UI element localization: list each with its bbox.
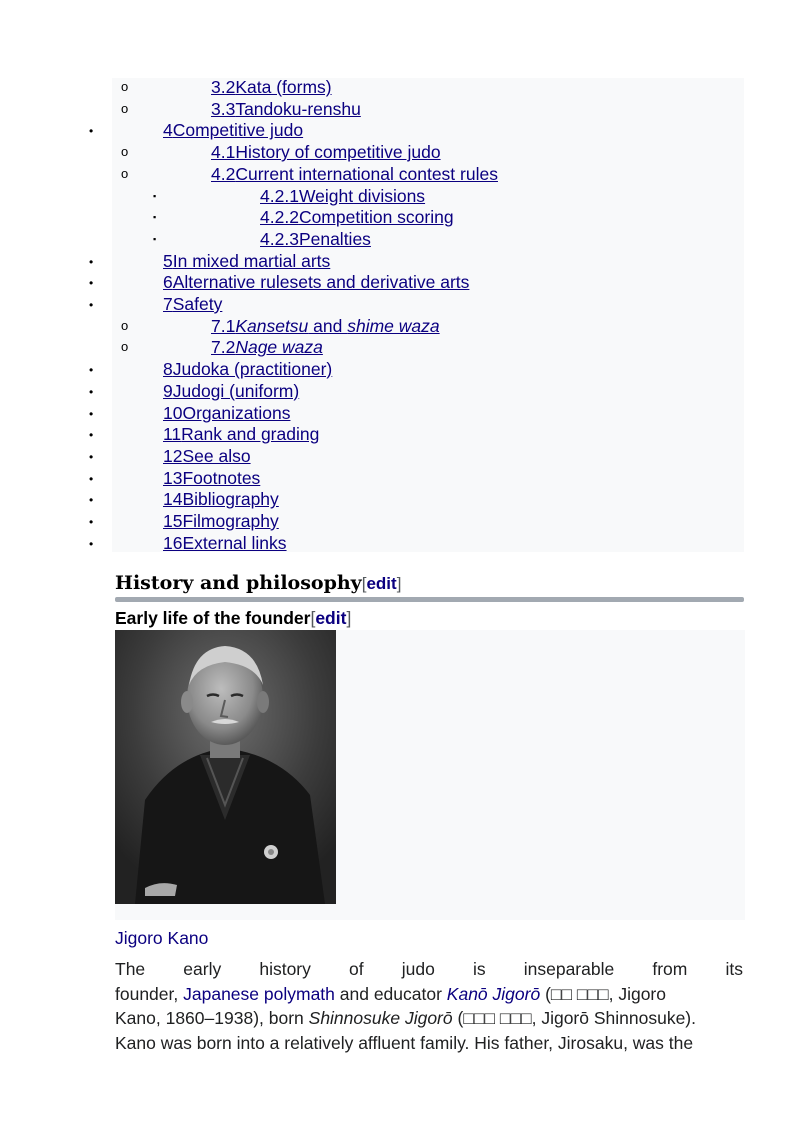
toc-item — [0, 119, 800, 141]
subsection-title: Early life of the founder — [115, 608, 311, 628]
toc-item — [0, 402, 800, 424]
toc-bullet: o — [121, 317, 129, 333]
toc-text: Footnotes — [182, 467, 261, 488]
paragraph-line-2: founder, Japanese polymath and educator Kanō Jigorō (□□ □□□, Jigoro — [115, 983, 666, 1004]
toc-number: 3.2 — [211, 77, 236, 97]
toc-text: In mixed martial arts — [172, 250, 331, 271]
toc-link[interactable] — [260, 206, 454, 228]
toc-item — [0, 228, 800, 250]
toc-text: Alternative rulesets and derivative arts — [172, 272, 470, 293]
toc-link[interactable] — [260, 185, 425, 207]
portrait-illustration — [115, 630, 336, 904]
toc-item — [0, 532, 800, 554]
paragraph-line-3: Kano, 1860–1938), born Shinnosuke Jigorō (□□□ □□□, Jigorō Shinnosuke). — [115, 1008, 696, 1028]
paragraph-word: The — [115, 959, 146, 979]
toc-item — [0, 206, 800, 228]
toc-bullet: • — [89, 276, 94, 291]
toc-bullet: • — [89, 428, 94, 443]
edit-link-label[interactable]: edit — [315, 608, 347, 628]
toc-item — [0, 467, 800, 489]
toc-text: Competition scoring — [298, 207, 454, 228]
toc-number: 13 — [163, 467, 183, 488]
toc-number: 8 — [163, 359, 173, 380]
toc-number: 4.2.3 — [260, 228, 299, 249]
link-kano-jigoro[interactable]: Kanō Jigorō — [446, 983, 541, 1004]
toc-link[interactable] — [163, 467, 260, 489]
toc-bullet: • — [89, 493, 94, 508]
toc-number: 7.2 — [211, 337, 236, 358]
toc-number: 4.2.2 — [260, 207, 299, 228]
paragraph-word: of — [349, 959, 364, 979]
toc-text: shime waza — [347, 315, 440, 336]
toc-text: Competitive judo — [172, 120, 304, 141]
toc-item — [0, 510, 800, 532]
section-title: History and philosophy — [115, 572, 362, 594]
toc-text: Filmography — [182, 511, 279, 531]
paragraph-word: judo — [401, 959, 435, 979]
toc-bullet: • — [89, 471, 94, 486]
toc-number: 5 — [163, 250, 173, 271]
toc-text: History of competitive judo — [235, 142, 441, 163]
toc-number: 11 — [163, 424, 182, 445]
toc-number: 14 — [163, 489, 183, 510]
toc-bullet: o — [121, 339, 129, 355]
birth-name: Shinnosuke Jigorō — [308, 1008, 453, 1028]
toc-number: 9 — [163, 380, 173, 401]
toc-link[interactable] — [163, 293, 222, 315]
toc-number: 15 — [163, 511, 183, 531]
toc-link[interactable] — [163, 510, 279, 532]
toc-link[interactable] — [163, 380, 299, 402]
toc-bullet: • — [89, 449, 94, 464]
toc-bullet: ▪ — [153, 212, 157, 223]
toc-bullet: • — [89, 406, 94, 421]
toc-link[interactable] — [163, 532, 287, 554]
toc-text: Bibliography — [182, 489, 279, 510]
toc-text: Organizations — [182, 402, 291, 423]
toc-item — [0, 98, 800, 120]
link-japanese-polymath[interactable]: Japanese polymath — [183, 983, 335, 1004]
toc-bullet: • — [89, 298, 94, 312]
toc-text: Judogi (uniform) — [172, 380, 300, 401]
toc-text: See also — [182, 445, 251, 466]
toc-item — [0, 358, 800, 380]
paragraph-word: history — [259, 959, 311, 979]
toc-bullet: • — [89, 124, 94, 139]
toc-bullet: • — [89, 254, 94, 269]
toc-text: and — [308, 315, 348, 336]
paragraph-word: its — [725, 959, 743, 979]
toc-bullet: ▪ — [153, 190, 157, 201]
toc-item — [0, 271, 800, 293]
paragraph-word: from — [652, 959, 688, 979]
toc-item — [0, 250, 800, 272]
toc-item — [0, 293, 800, 315]
paragraph-line-4: Kano was born into a relatively affluent family. His father, Jirosaku, was the — [115, 1032, 694, 1053]
toc-link[interactable] — [163, 250, 330, 272]
toc-link[interactable] — [163, 402, 290, 424]
toc-link[interactable] — [211, 163, 498, 185]
toc-bullet: o — [121, 144, 129, 160]
toc-link[interactable] — [211, 76, 332, 98]
toc-item — [0, 336, 800, 358]
toc-text: Tandoku-renshu — [235, 98, 361, 119]
toc-link[interactable] — [163, 423, 319, 445]
toc-link[interactable] — [211, 141, 441, 163]
paragraph-early-history — [115, 957, 743, 1055]
toc-number: 4.1 — [211, 142, 236, 163]
toc-bullet: • — [89, 363, 94, 378]
toc-number: 4.2.1 — [260, 185, 299, 206]
toc-item — [0, 488, 800, 510]
toc-item — [0, 423, 800, 445]
toc-item — [0, 185, 800, 207]
edit-link-label[interactable]: edit — [366, 574, 397, 593]
toc-link[interactable] — [260, 228, 371, 250]
section-edit-link[interactable]: [edit] — [361, 574, 402, 593]
toc-number: 7.1 — [211, 315, 236, 336]
toc-text: Current international contest rules — [235, 163, 498, 184]
toc-number: 10 — [163, 402, 183, 423]
figure-caption[interactable]: Jigoro Kano — [115, 928, 209, 948]
paragraph-word: inseparable — [523, 959, 615, 979]
toc-text: Rank and grading — [181, 424, 320, 445]
toc-number: 16 — [163, 532, 183, 553]
toc-bullet: • — [89, 536, 94, 551]
toc-item — [0, 141, 800, 163]
toc-item — [0, 380, 800, 402]
paragraph-line-1 — [115, 957, 743, 982]
toc-number: 7 — [163, 294, 173, 314]
portrait-photo[interactable] — [115, 630, 336, 904]
toc-bullet: o — [121, 100, 129, 116]
toc-bullet: o — [121, 165, 129, 181]
subsection-heading-early-life — [115, 608, 351, 629]
toc-text: Nage waza — [235, 337, 323, 358]
toc-number: 4.2 — [211, 163, 236, 184]
toc-bullet: • — [89, 384, 94, 399]
toc-text: Penalties — [298, 228, 371, 249]
section-divider — [115, 597, 744, 602]
subsection-edit-link[interactable]: [edit] — [310, 608, 352, 628]
toc-link[interactable] — [211, 98, 361, 120]
toc-bullet: ▪ — [153, 233, 157, 244]
toc-item — [0, 163, 800, 185]
toc-link[interactable] — [163, 488, 279, 510]
toc-bullet: o — [121, 79, 129, 94]
toc-item — [0, 315, 800, 337]
toc-link[interactable] — [163, 445, 251, 467]
toc-number: 6 — [163, 272, 173, 293]
toc-item — [0, 445, 800, 467]
toc-text: External links — [182, 532, 287, 553]
toc-text: Kansetsu — [235, 315, 309, 336]
toc-link[interactable] — [211, 315, 440, 337]
toc-number: 12 — [163, 445, 183, 466]
toc-link[interactable] — [211, 336, 323, 358]
toc-number: 3.3 — [211, 98, 236, 119]
toc-item — [0, 76, 800, 98]
toc-number: 4 — [163, 120, 173, 141]
toc-text: Safety — [172, 294, 223, 314]
section-heading-history-and-philosophy — [115, 572, 745, 594]
paragraph-word: early — [183, 959, 222, 979]
toc-bullet: • — [89, 515, 94, 529]
toc-text: Judoka (practitioner) — [172, 359, 333, 380]
paragraph-word: is — [472, 959, 486, 979]
toc-link[interactable] — [163, 119, 303, 141]
toc-link[interactable] — [163, 271, 469, 293]
toc-link[interactable] — [163, 358, 332, 380]
toc-text: Kata (forms) — [235, 77, 332, 97]
toc-text: Weight divisions — [298, 185, 426, 206]
